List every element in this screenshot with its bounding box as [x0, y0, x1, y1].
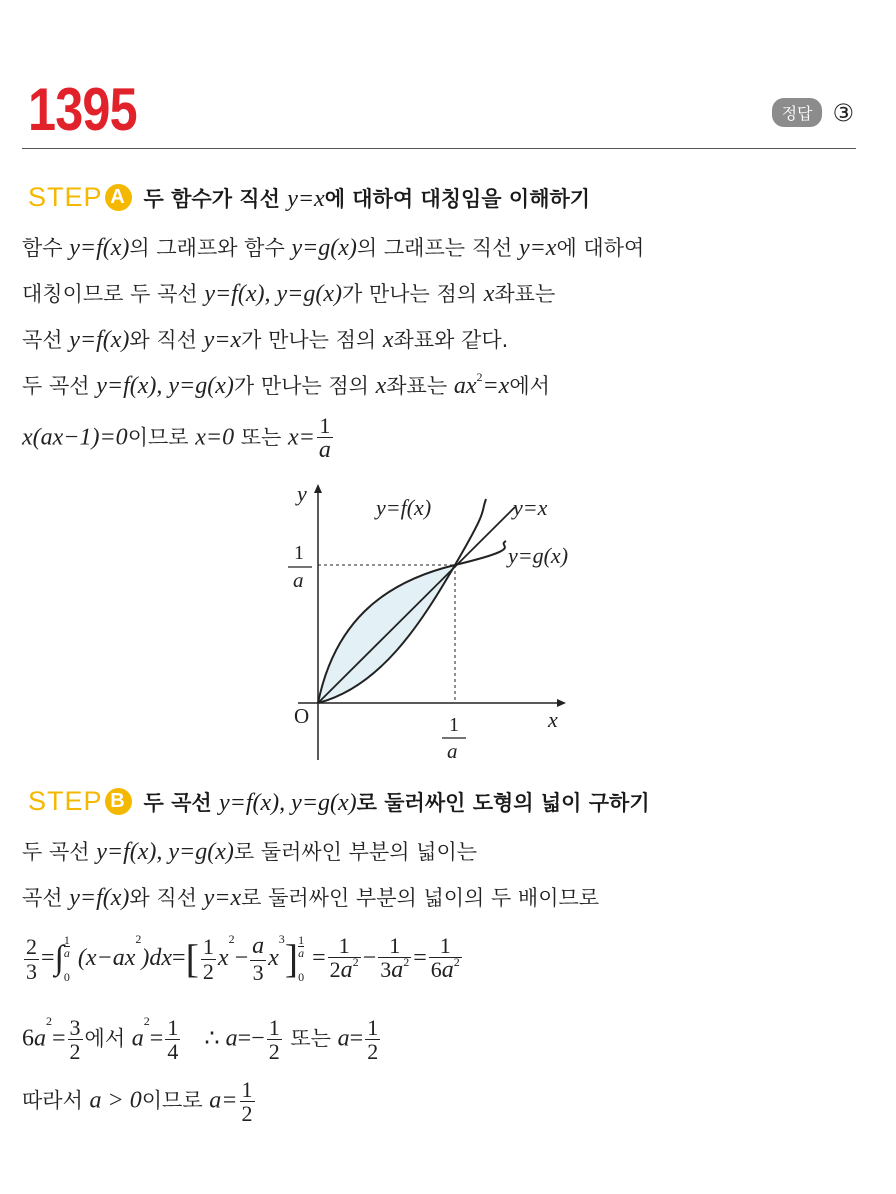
step-a-title: 두 함수가 직선 y=x에 대하여 대칭임을 이해하기 [143, 185, 591, 212]
answer-value: ③ [832, 98, 854, 127]
step-b-line-4: $6a^2=$ $\frac{3}{2}$ 에서 $a^2=$ $\frac{1}{4}$ ∴ a=− $\frac{1}{2}$ 또는 a= $\frac{1}{2}$ [22, 1014, 379, 1065]
step-a-line-4: 두 곡선 y=f(x), y=g(x)가 만나는 점의 x좌표는 $ax^2=x$에서 [22, 370, 550, 399]
step-a-heading [28, 182, 590, 213]
step-b-tag: STEP B [28, 786, 132, 817]
y-axis-arrow [314, 484, 322, 493]
step-a-line-3: 곡선 y=f(x)와 직선 y=x가 만나는 점의 x좌표와 같다. [22, 327, 509, 353]
graph [270, 475, 630, 775]
x-tick-den: a [447, 739, 458, 763]
label-y-eq-x: y=x [513, 495, 548, 520]
step-a-tag: STEP A [28, 182, 132, 213]
answer-badge: 정답 [772, 98, 823, 127]
y-tick-num: 1 [294, 542, 304, 564]
step-b-heading [28, 786, 650, 817]
step-a-line-2: 대칭이므로 두 곡선 y=f(x), y=g(x)가 만나는 점의 x좌표는 [22, 281, 556, 307]
line-y-eq-x [318, 507, 515, 703]
fraction-1-over-a: $\frac{1}{a}$ [318, 413, 331, 464]
x-axis-label: x [548, 707, 558, 732]
y-axis-label: y [297, 481, 307, 506]
step-b-line-2: 곡선 y=f(x)와 직선 y=x로 둘러싸인 부분의 넓이의 두 배이므로 [22, 885, 600, 911]
y-tick-den: a [293, 568, 304, 592]
answer-box [772, 98, 854, 127]
origin-label: O [294, 704, 310, 728]
header-divider [22, 148, 856, 149]
label-g: y=g(x) [508, 543, 569, 568]
step-b-line-1: 두 곡선 y=f(x), y=g(x)로 둘러싸인 부분의 넓이는 [22, 839, 478, 865]
step-a-line-5: x(ax−1)=0이므로 x=0 또는 x= $\frac{1}{a}$ [22, 413, 331, 464]
step-a-letter: A [105, 184, 132, 211]
x-tick-num: 1 [449, 714, 459, 736]
step-b-letter: B [105, 788, 132, 815]
step-b-title: 두 곡선 y=f(x), y=g(x)로 둘러싸인 도형의 넓이 구하기 [143, 789, 650, 816]
x-axis-arrow [557, 699, 566, 707]
step-b-line-5: 따라서 a > 0이므로 a= $\frac{1}{2}$ [22, 1077, 253, 1127]
integral-equation: $\frac{2}{3}$ =∫ 1 a 0 $(x-ax^2)dx=$[ $\frac{1}{2}$ $x^2-$ $\frac{a}{3}$ $x^3$] 1 a 0 = $\frac{1}{2a^2}$ − $\frac{1}{3a^2}$ = $\frac{1}{6a^2}$ [26, 932, 460, 985]
label-f: y=f(x) [376, 495, 432, 520]
problem-number: 1395 [28, 76, 137, 143]
step-a-line-1: 함수 y=f(x)의 그래프와 함수 y=g(x)의 그래프는 직선 y=x에 대하여 [22, 235, 645, 261]
